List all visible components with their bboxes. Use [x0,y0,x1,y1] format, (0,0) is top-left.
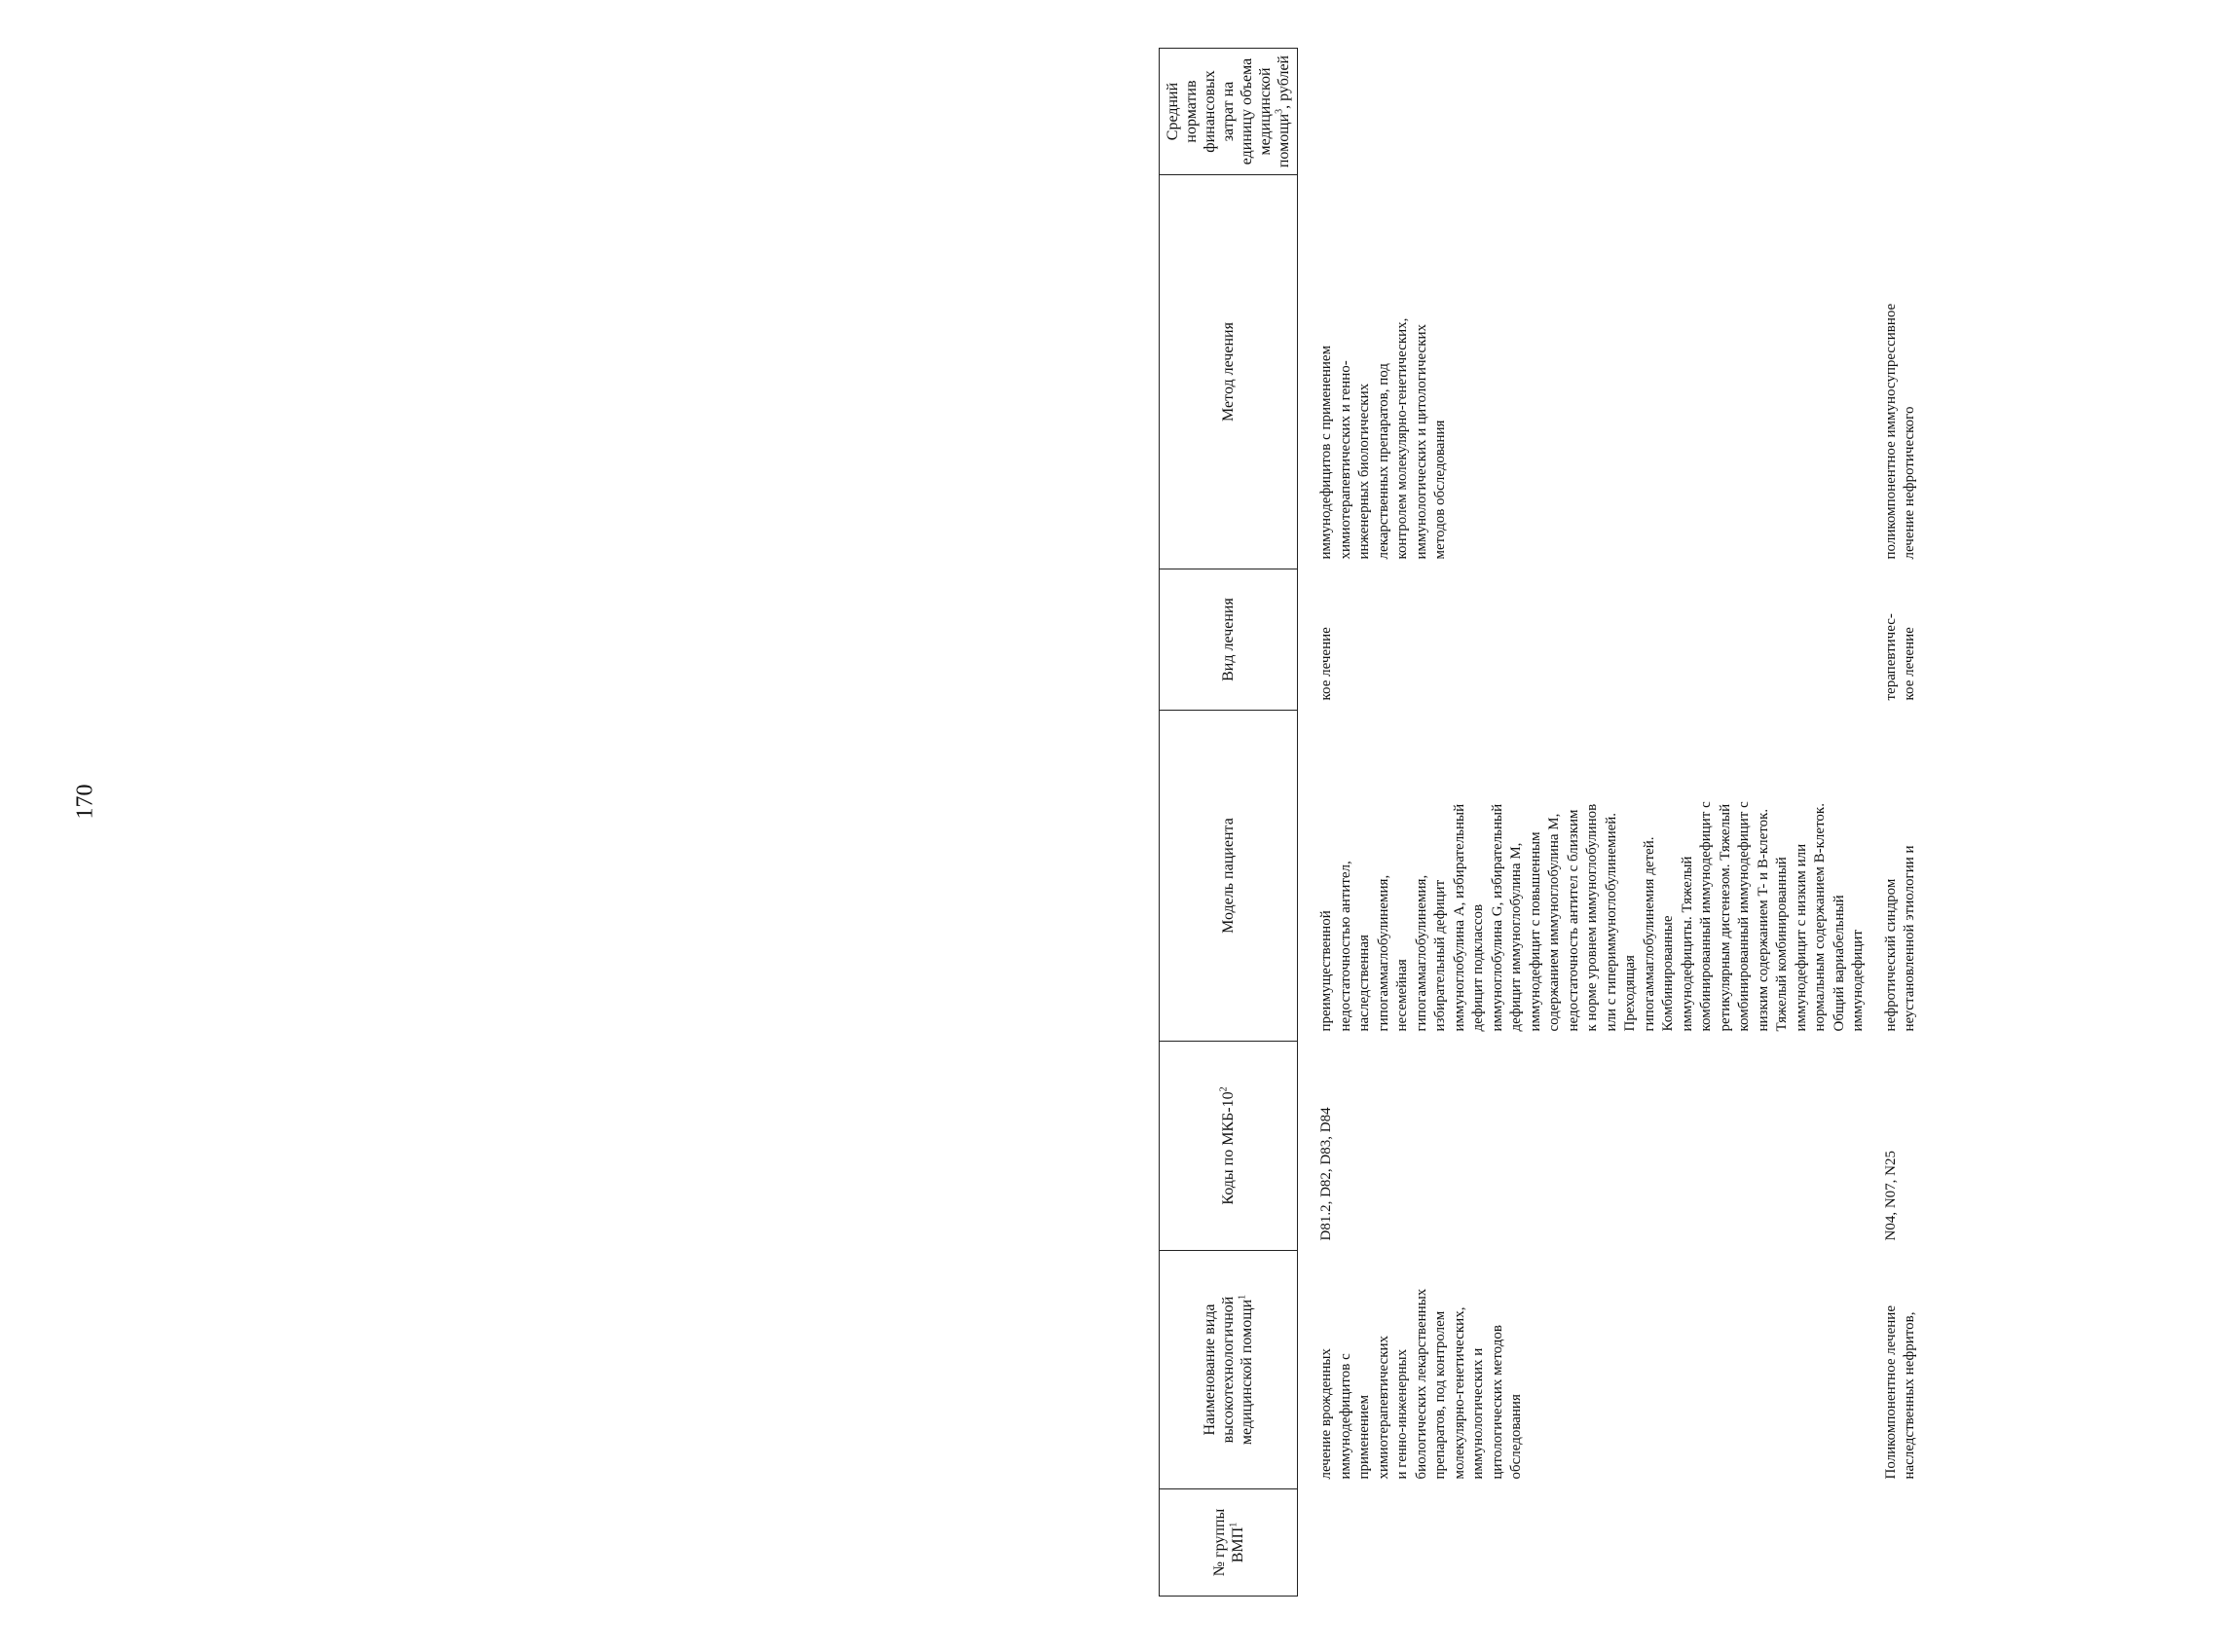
page-number: 170 [72,784,98,820]
cell-treatment-method: поликомпонентное иммуносупрессивное лечение нефротического [1882,303,1917,560]
vmp-table [1159,48,1920,1597]
header-treatment-method: Метод лечения [1160,175,1298,569]
header-group-number: № группы ВМП$^1$ [1160,1489,1298,1597]
header-patient-model: Модель пациента [1160,711,1298,1042]
table-row [1317,49,1868,1597]
cell-cost [1868,49,1920,175]
header-care-name: Наименование вида высокотехнологичной медицинской помощи$^1$ [1160,1251,1298,1489]
header-treatment-type: Вид лечения [1160,569,1298,711]
cell-icd-codes: N04, N07, N25 [1882,1151,1899,1241]
cell-treatment-type: терапевтичес- кое лечение [1882,613,1917,701]
cell-cost [1317,49,1868,175]
cell-care-name: лечение врожденных иммунодефицитов с применением химиотерапевтических и генно-инженерных биологических лекарственных препаратов, под контролем молекулярно-генетических, иммунологических и цитологических методов обследования [1318,1288,1524,1480]
rotated-page [1159,49,2220,1597]
cell-group [1317,1489,1868,1597]
cell-group [1868,1489,1920,1597]
cell-treatment-type: кое лечение [1318,627,1334,701]
cell-icd-codes: D81.2, D82, D83, D84 [1318,1107,1334,1241]
cell-patient-model: преимущественной недостаточностью антител, наследственная гипогаммаглобулинемия, несемейная гипогаммаглобулинемия, избирательный дефицит иммуноглобулина A, избирательный дефицит подклассов иммуноглобулина G, избирательный дефицит иммуноглобулина M, иммунодефицит с повышенным содержанием иммуноглобулина M, недостаточность антител с близким к норме уровнем иммуноглобулинов или с гипериммуноглобулинемией. Преходящая гипогаммаглобулинемия детей. Комбинированные иммунодефициты. Тяжелый комбинированный иммунодефицит с ретикулярным дисгенезом. Тяжелый комбинированный иммунодефицит с низким содержанием T- и B-клеток. Тяжелый комбинированный иммунодефицит с низким или нормальным содержанием B-клеток. Общий вариабельный иммунодефицит [1318,801,1866,1032]
header-cost-standard: Средний норматив финансовых затрат на единицу объема медицинской помощи$^3$, рублей [1160,49,1298,175]
cell-patient-model: нефротический синдром неустановленной этиологии и [1882,845,1917,1032]
cell-treatment-method: иммунодефицитов с применением химиотерапевтических и генно- инженерных биологических лекарственных препаратов, под контролем молекулярно-генетических, иммунологических и цитологических методов обследования [1318,317,1448,560]
table-row [1868,49,1920,1597]
table-header-row [1160,49,1298,1597]
header-icd-codes: Коды по МКБ-$10^2$ [1160,1042,1298,1251]
cell-care-name: Поликомпонентное лечение наследственных нефритов, [1882,1305,1917,1480]
